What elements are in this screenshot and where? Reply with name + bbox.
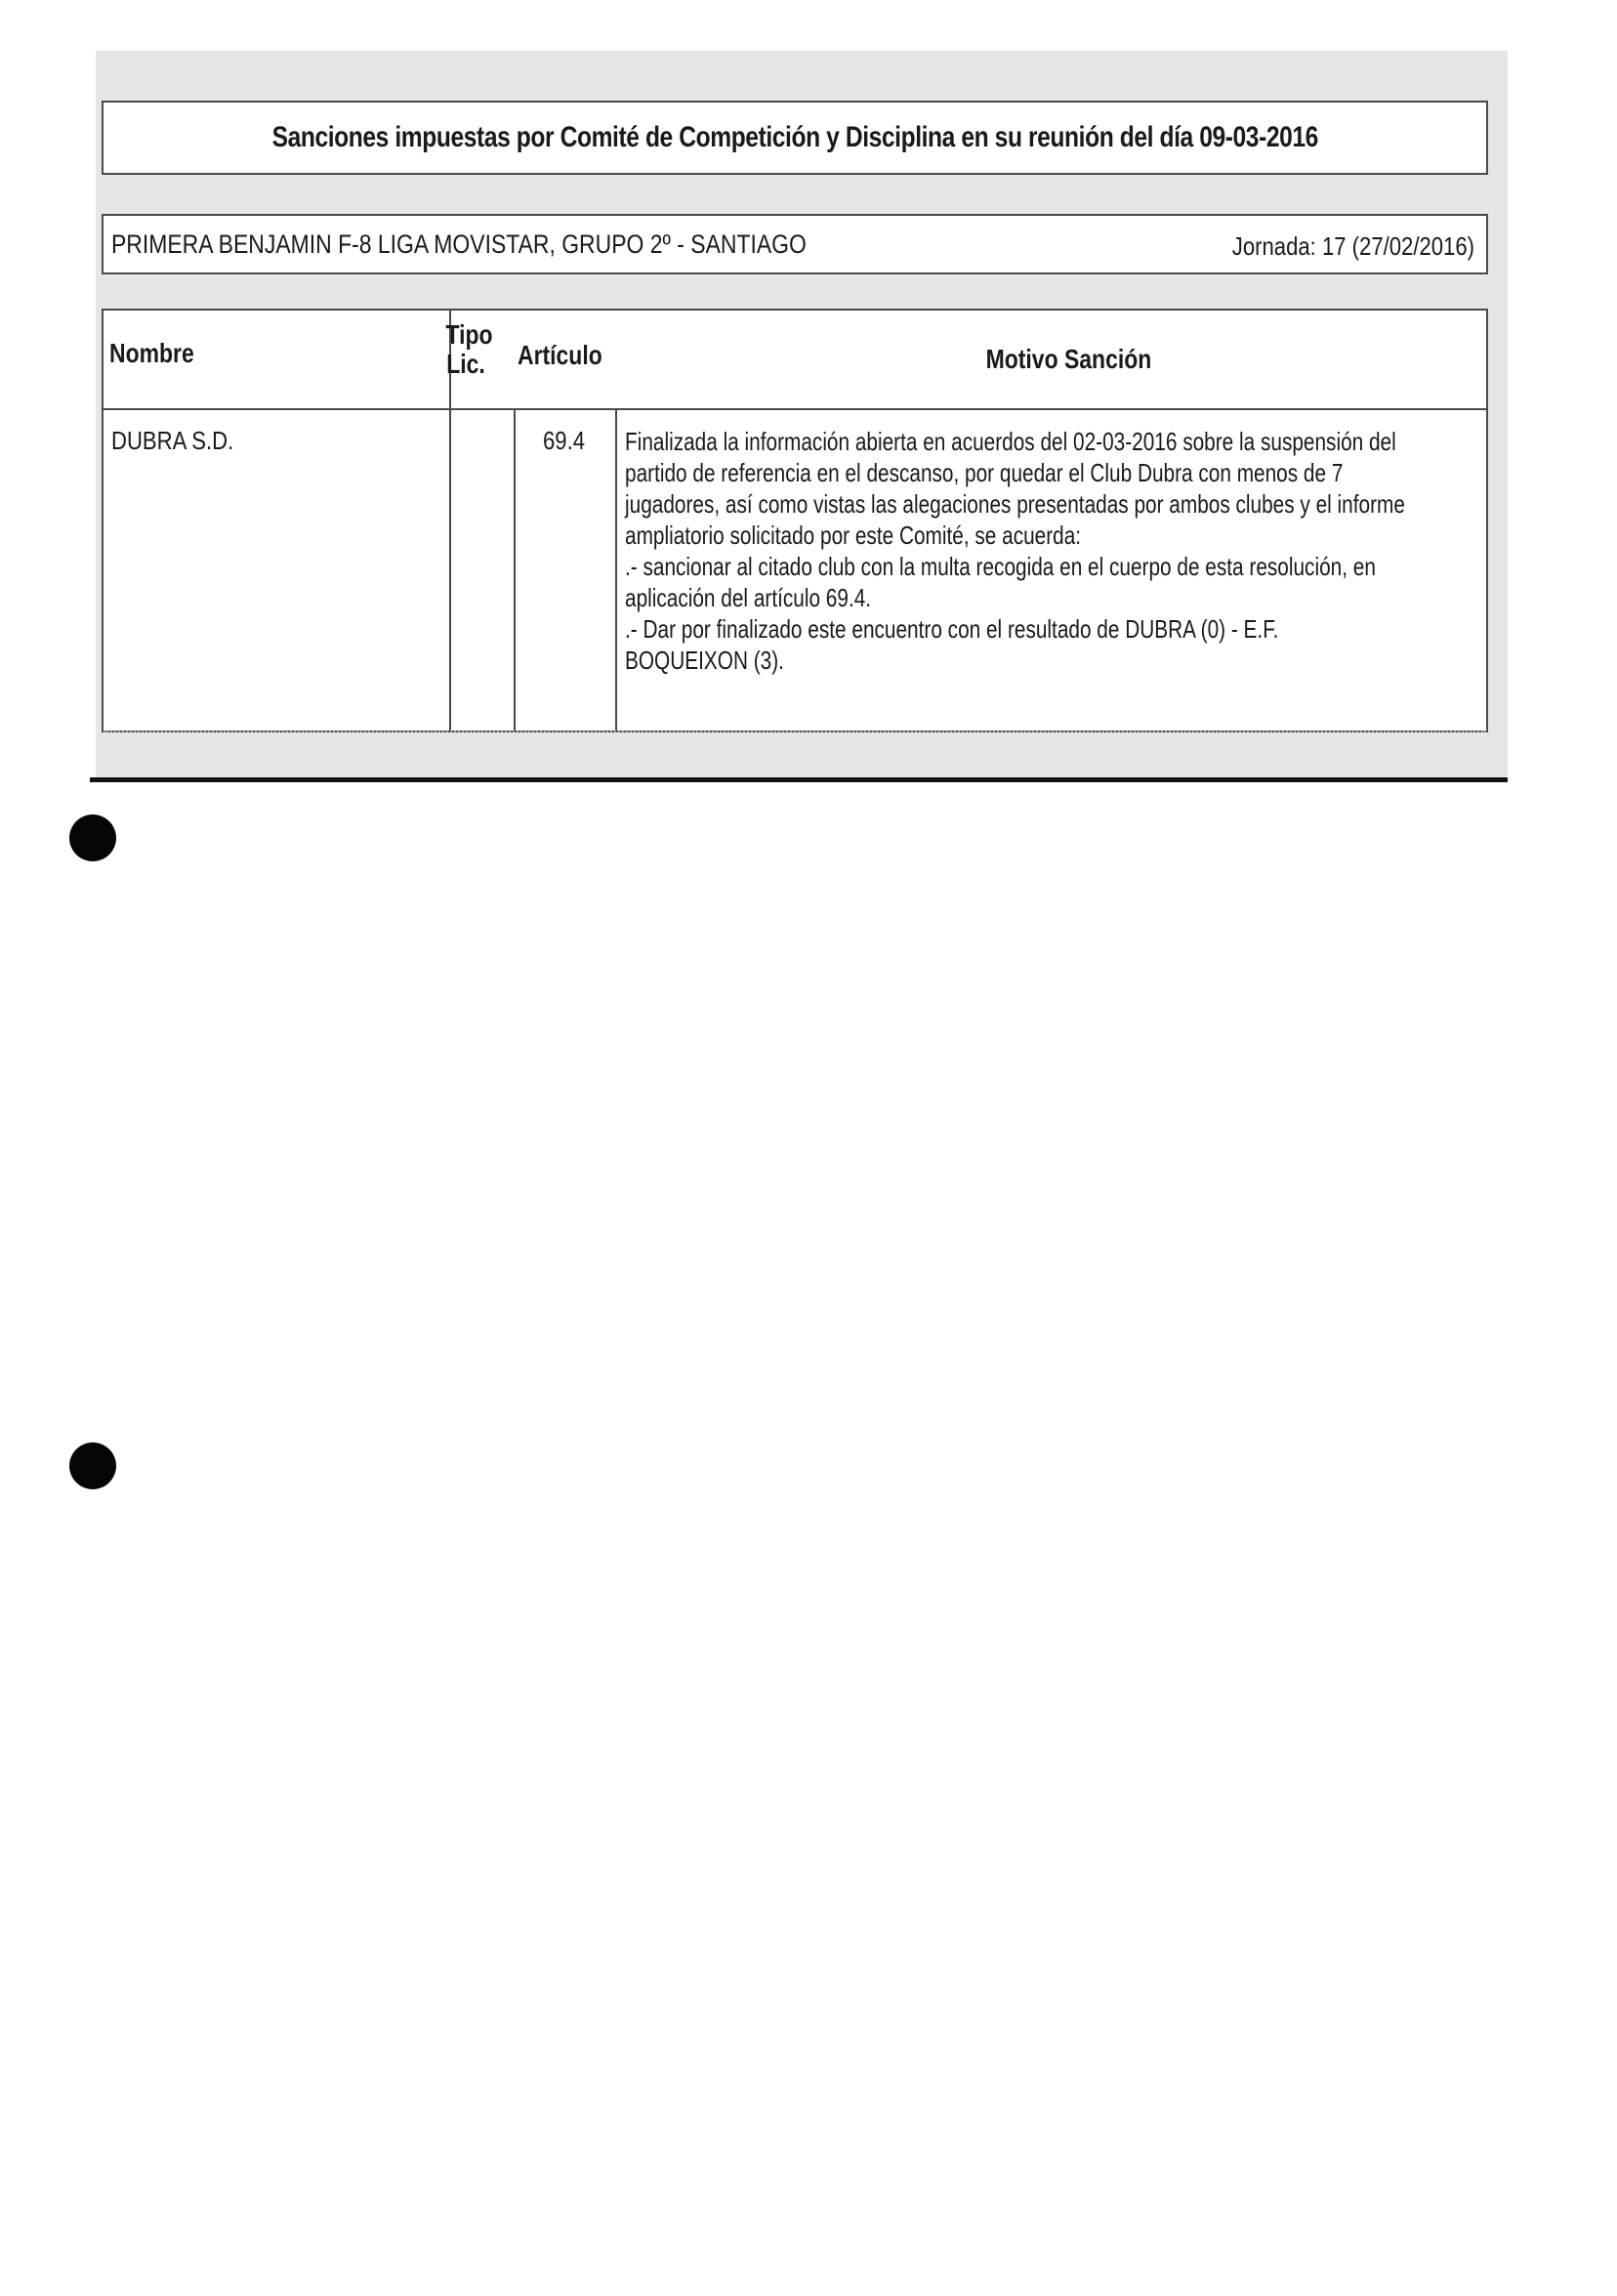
header-motivo: Motivo Sanción xyxy=(985,344,1152,374)
group-header xyxy=(102,214,1488,274)
motivo-line: jugadores, así como vistas las alegaciones presentadas por ambos clubes y el informe xyxy=(625,489,1405,519)
motivo-line: .- sancionar al citado club con la multa recogida en el cuerpo de esta resolución, en xyxy=(625,552,1376,581)
page-title: Sanciones impuestas por Comité de Competición y Disciplina en su reunión del día 09-03-2016 xyxy=(271,121,1318,153)
header-divider xyxy=(104,408,1486,410)
scan-edge-line xyxy=(90,777,1508,782)
header-tipo-line1: Tipo xyxy=(445,319,493,350)
title-box xyxy=(102,101,1488,175)
motivo-line: ampliatorio solicitado por este Comité, se acuerda: xyxy=(625,521,1082,550)
jornada-label: Jornada: 17 (27/02/2016) xyxy=(1231,231,1474,261)
row-articulo: 69.4 xyxy=(543,426,586,455)
punch-hole xyxy=(69,1442,116,1489)
column-divider xyxy=(615,408,617,731)
motivo-line: BOQUEIXON (3). xyxy=(625,646,784,675)
motivo-line: .- Dar por finalizado este encuentro con el resultado de DUBRA (0) - E.F. xyxy=(625,614,1279,644)
punch-hole xyxy=(69,814,116,861)
table-bottom-border xyxy=(104,731,1486,732)
column-divider xyxy=(514,408,516,731)
row-nombre: DUBRA S.D. xyxy=(111,426,234,455)
header-nombre: Nombre xyxy=(109,338,194,368)
header-tipo-line2: Lic. xyxy=(446,349,485,379)
motivo-line: partido de referencia en el descanso, por quedar el Club Dubra con menos de 7 xyxy=(625,458,1344,487)
motivo-line: aplicación del artículo 69.4. xyxy=(625,583,872,612)
sanctions-table xyxy=(102,309,1488,732)
motivo-line: Finalizada la información abierta en acuerdos del 02-03-2016 sobre la suspensión del xyxy=(625,427,1396,456)
header-articulo: Artículo xyxy=(518,340,602,370)
header-tipo-lic xyxy=(445,319,493,379)
row-motivo xyxy=(625,426,1482,676)
group-name: PRIMERA BENJAMIN F-8 LIGA MOVISTAR, GRUPO 2º - SANTIAGO xyxy=(111,230,807,259)
